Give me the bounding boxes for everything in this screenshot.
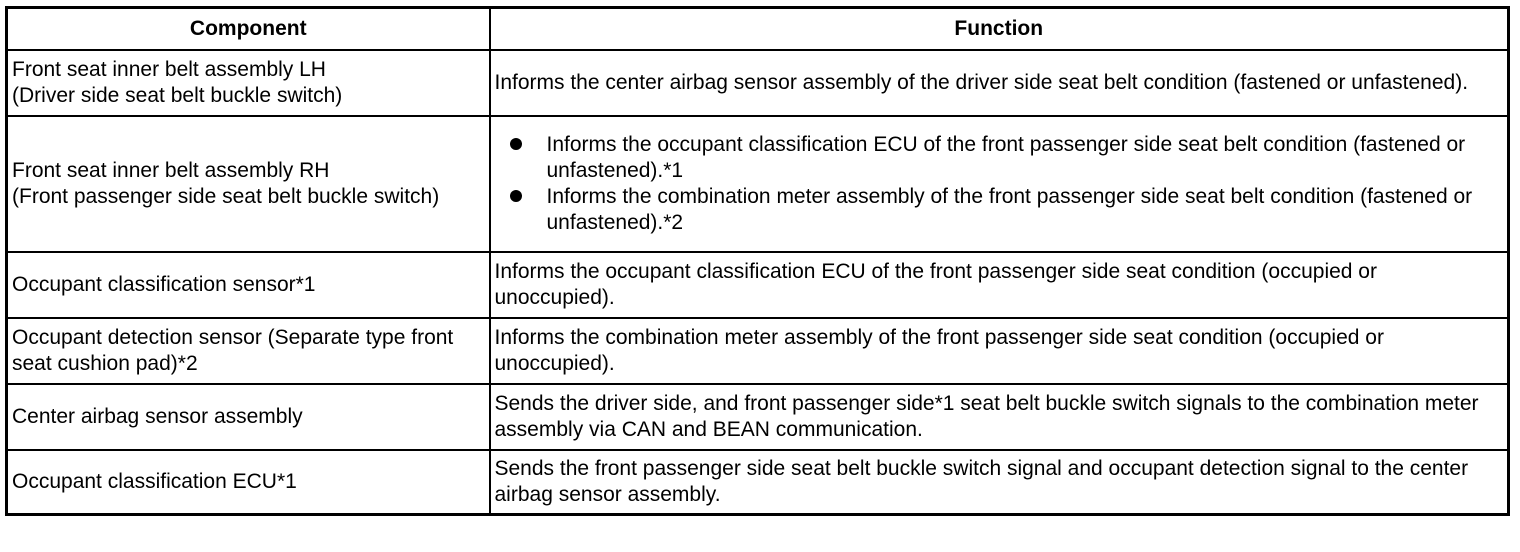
- list-item: [547, 132, 1503, 184]
- bullet-text: Informs the occupant classification ECU of the front passenger side seat belt condition (fastened or unfastened).*1: [546, 133, 1466, 182]
- list-item: [547, 184, 1503, 236]
- component-cell: Front seat inner belt assembly LH (Driver side seat belt buckle switch): [7, 50, 490, 116]
- component-function-table: [5, 6, 1510, 516]
- table-row: [7, 252, 1509, 318]
- bullet-text: Informs the combination meter assembly of the front passenger side seat belt condition (fastened or unfastened).*2: [546, 185, 1473, 234]
- function-bullet-list: [495, 132, 1503, 236]
- header-component: Component: [7, 8, 490, 51]
- component-cell: Occupant detection sensor (Separate type front seat cushion pad)*2: [7, 318, 490, 384]
- function-cell: Sends the driver side, and front passenger side*1 seat belt buckle switch signals to the combination meter assembly via CAN and BEAN communication.: [490, 384, 1509, 450]
- header-function: Function: [490, 8, 1509, 51]
- table-row: [7, 116, 1509, 252]
- function-cell: Informs the combination meter assembly of the front passenger side seat condition (occupied or unoccupied).: [490, 318, 1509, 384]
- function-cell: [490, 116, 1509, 252]
- component-cell: Occupant classification sensor*1: [7, 252, 490, 318]
- function-cell: Sends the front passenger side seat belt buckle switch signal and occupant detection signal to the center airbag sensor assembly.: [490, 450, 1509, 515]
- function-cell: Informs the center airbag sensor assembly of the driver side seat belt condition (fastened or unfastened).: [490, 50, 1509, 116]
- table-row: [7, 50, 1509, 116]
- table-row: [7, 384, 1509, 450]
- table-row: [7, 318, 1509, 384]
- component-cell: Front seat inner belt assembly RH (Front passenger side seat belt buckle switch): [7, 116, 490, 252]
- component-cell: Occupant classification ECU*1: [7, 450, 490, 515]
- table-row: [7, 450, 1509, 515]
- bullet-dot-icon: [510, 190, 522, 202]
- table-header-row: [7, 8, 1509, 51]
- bullet-dot-icon: [510, 138, 522, 150]
- function-cell: Informs the occupant classification ECU of the front passenger side seat condition (occupied or unoccupied).: [490, 252, 1509, 318]
- component-cell: Center airbag sensor assembly: [7, 384, 490, 450]
